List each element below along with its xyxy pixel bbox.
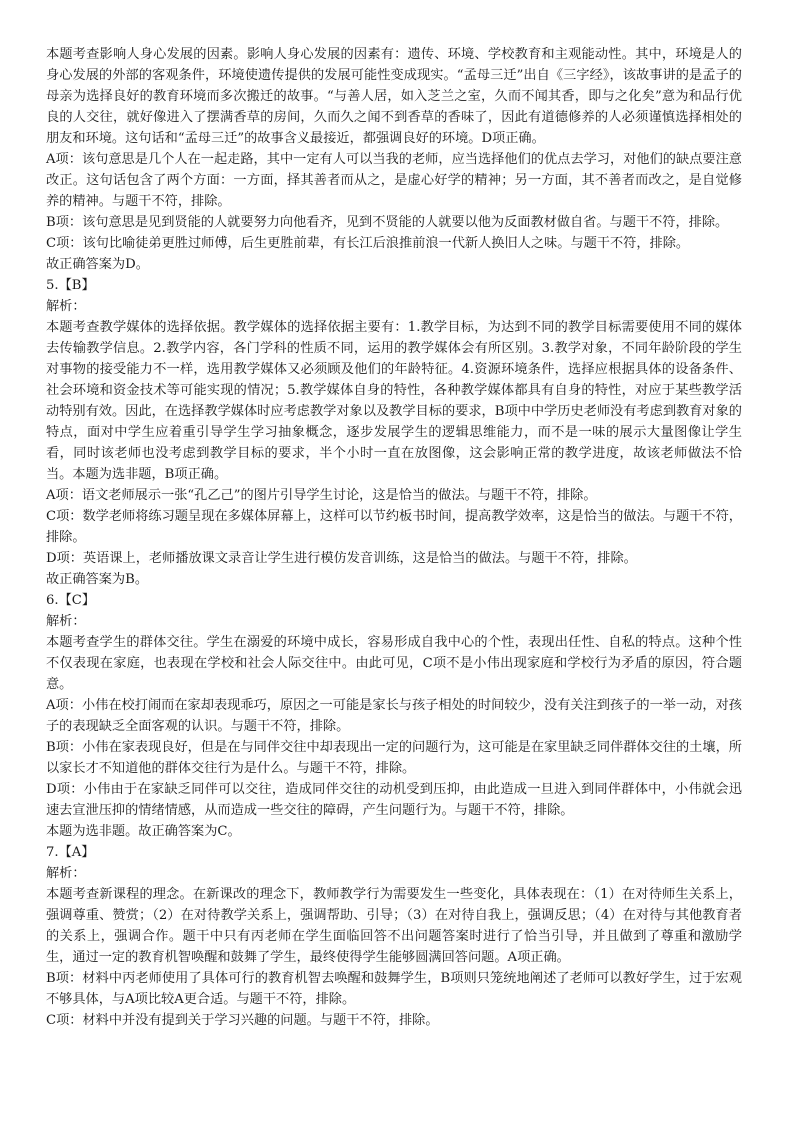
q7-option-b: B项：材料中丙老师使用了具体可行的教育机智去唤醒和鼓舞学生，B项则只笼统地阐述了老师可以教好学生，过于宏观不够具体，与A项比较A更合适。与题干不符，排除。 — [46, 971, 742, 1007]
q6-option-b: B项：小伟在家表现良好，但是在与同伴交往中却表现出一定的问题行为，这可能是在家里缺乏同伴群体交往的土壤，所以家长才不知道他的群体交往行为是什么。与题干不符，排除。 — [46, 740, 742, 776]
q7-option-c: C项：材料中并没有提到关于学习兴趣的问题。与题干不符，排除。 — [46, 1013, 439, 1028]
q5-heading: 5.【B】 — [46, 278, 95, 293]
q5-answer: 故正确答案为B。 — [46, 572, 149, 587]
q5-analysis-body: 本题考查教学媒体的选择依据。教学媒体的选择依据主要有：1.教学目标，为达到不同的教学目标需要使用不同的媒体去传输教学信息。2.教学内容，各门学科的性质不同，运用的教学媒体会有所区别。3.教学对象，不同年龄阶段的学生对事物的接受能力不一样，选用教学媒体又必须顾及他们的年龄特征。4.资源环境条件，选择应根据具体的设备条件、社会环境和资金技术等可能实现的情况；5.教学媒体自身的特性，各种教学媒体都具有自身的特性，对应于某些教学活动特别有效。因此，在选择教学媒体时应考虑教学对象以及教学目标的要求，B项中中学历史老师没有考虑到教育对象的特点，面对中学生应着重引导学生学习抽象概念，逐步发展学生的逻辑思维能力，而不是一味的展示大量图像让学生看，同时该老师也没考虑到教学目标的要求，半个小时一直在放图像，这会影响正常的教学进度，故该老师做法不恰当。本题为选非题，B项正确。 — [46, 320, 742, 482]
q6-answer: 本题为选非题。故正确答案为C。 — [46, 824, 241, 839]
q4-option-b: B项：该句意思是见到贤能的人就要努力向他看齐，见到不贤能的人就要以他为反面教材做自省。与题干不符，排除。 — [46, 215, 729, 230]
q7-heading: 7.【A】 — [46, 845, 95, 860]
q5-analysis-label: 解析： — [46, 299, 86, 314]
q5-option-c: C项：数学老师将练习题呈现在多媒体屏幕上，这样可以节约板书时间，提高教学效率，这是恰当的做法。与题干不符，排除。 — [46, 509, 742, 545]
q7-analysis-label: 解析： — [46, 866, 86, 881]
q4-option-c: C项：该句比喻徒弟更胜过师傅，后生更胜前辈，有长江后浪推前浪一代新人换旧人之味。与题干不符，排除。 — [46, 236, 690, 251]
q6-option-d: D项：小伟由于在家缺乏同伴可以交往，造成同伴交往的动机受到压抑，由此造成一旦进入到同伴群体中，小伟就会迅速去宣泄压抑的情绪情感，从而造成一些交往的障碍，产生问题行为。与题干不符，排除。 — [46, 782, 742, 818]
q4-analysis-body: 本题考查影响人身心发展的因素。影响人身心发展的因素有：遗传、环境、学校教育和主观能动性。其中，环境是人的身心发展的外部的客观条件，环境使遗传提供的发展可能性变成现实。“孟母三迁”出自《三字经》，该故事讲的是孟子的母亲为选择良好的教育环境而多次搬迁的故事。“与善人居，如入芝兰之室，久而不闻其香，即与之化矣”意为和品行优良的人交往，就好像进入了摆满香草的房间，久而久之闻不到香草的香味了，因此有道德修养的人必须谨慎选择相处的朋友和环境。这句话和“孟母三迁”的故事含义最接近，都强调良好的环境。D项正确。 — [46, 47, 742, 146]
q4-answer: 故正确答案为D。 — [46, 257, 149, 272]
q5-option-a: A项：语文老师展示一张“孔乙己”的图片引导学生讨论，这是恰当的做法。与题干不符，排除。 — [46, 488, 597, 503]
q7-analysis-body: 本题考查新课程的理念。在新课改的理念下，教师教学行为需要发生一些变化，具体表现在：（1）在对待师生关系上，强调尊重、赞赏；（2）在对待教学关系上，强调帮助、引导；（3）在对待自我上，强调反思；（4）在对待与其他教育者的关系上，强调合作。题干中只有丙老师在学生面临回答不出问题答案时进行了恰当引导，并且做到了尊重和激励学生，通过一定的教育机智唤醒和鼓舞了学生，最终使得学生能够圆满回答问题。A项正确。 — [46, 887, 742, 965]
q4-option-a: A项：该句意思是几个人在一起走路，其中一定有人可以当我的老师，应当选择他们的优点去学习，对他们的缺点要注意改正。这句话包含了两个方面：一方面，择其善者而从之，是虚心好学的精神；另一方面，其不善者而改之，是自觉修养的精神。与题干不符，排除。 — [46, 152, 742, 209]
q6-analysis-label: 解析： — [46, 614, 86, 629]
q6-heading: 6.【C】 — [46, 593, 96, 608]
q6-analysis-body: 本题考查学生的群体交往。学生在溺爱的环境中成长，容易形成自我中心的个性，表现出任性、自私的特点。这种个性不仅表现在家庭，也表现在学校和社会人际交往中。由此可见，C项不是小伟出现家庭和学校行为矛盾的原因，符合题意。 — [46, 635, 742, 692]
q5-option-d: D项：英语课上，老师播放课文录音让学生进行模仿发音训练，这是恰当的做法。与题干不符，排除。 — [46, 551, 637, 566]
q6-option-a: A项：小伟在校打闹而在家却表现乖巧，原因之一可能是家长与孩子相处的时间较少，没有关注到孩子的一举一动，对孩子的表现缺乏全面客观的认识。与题干不符，排除。 — [46, 698, 742, 734]
